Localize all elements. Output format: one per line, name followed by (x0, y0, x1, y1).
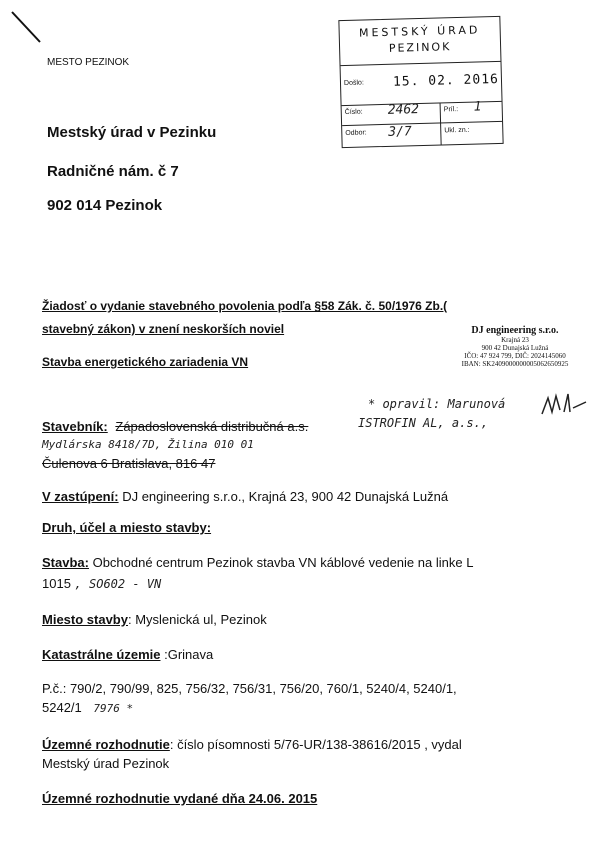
stamp-date-value: 15. 02. 2016 (392, 71, 500, 90)
company-stamp-name: DJ engineering s.r.o. (471, 325, 559, 336)
section-heading (42, 520, 211, 535)
request-title-line-1: Žiadosť o vydanie stavebného povolenia podľa §58 Zák. č. 50/1976 Zb.( (42, 299, 448, 313)
parcely-handwritten: 7976 * (93, 702, 134, 715)
request-subtitle: Stavba energetického zariadenia VN (42, 355, 249, 369)
katastralne-label: Katastrálne územie (42, 647, 161, 662)
parcely-value-line-2: 5242/1 (42, 700, 82, 715)
company-stamp (440, 325, 590, 368)
request-title-line-2: stavebný zákon) v znení neskorších noviel (42, 322, 285, 336)
address-line-3: 902 014 Pezinok (47, 197, 163, 214)
builder-label: Stavebník: (42, 419, 108, 434)
uzemne-value-line-2: Mestský úrad Pezinok (42, 756, 170, 771)
builder-handwritten-address: Mydlárska 8418/7D, Žilina 010 01 (42, 438, 254, 451)
company-stamp-ico: IČO: 47 924 799, DIČ: 2024145060 (464, 352, 566, 360)
uzemne-label: Územné rozhodnutie (42, 737, 170, 752)
city-label: MESTO PEZINOK (47, 57, 130, 68)
builder-line (42, 419, 308, 434)
miesto-value: : Myslenická ul, Pezinok (127, 612, 267, 627)
address-line-2: Radničné nám. č 7 (47, 163, 179, 180)
stavba-handwritten: , SO602 - VN (74, 577, 162, 591)
correction-note: * opravil: Marunová (368, 397, 506, 411)
company-stamp-street: Krajná 23 (501, 336, 529, 344)
company-stamp-city: 900 42 Dunajská Lužná (481, 344, 549, 352)
stamp-cislo-value: 2462 (387, 102, 420, 118)
section-heading-text: Druh, účel a miesto stavby: (42, 520, 212, 535)
stamp-cislo-label: Číslo: (344, 108, 363, 117)
stamp-office-city: PEZINOK (388, 40, 452, 55)
miesto-label: Miesto stavby (42, 612, 128, 627)
parcely-line-1: P.č.: 790/2, 790/99, 825, 756/32, 756/31, 756/20, 760/1, 5240/4, 5240/1, (42, 681, 457, 696)
signature-scribble (540, 392, 590, 420)
stavba-value-line-2: 1015 (42, 576, 71, 591)
stavba-value-line-1: Obchodné centrum Pezinok stavba VN káblové vedenie na linke L (88, 555, 474, 570)
company-stamp-iban: IBAN: SK2409000000005062650925 (461, 360, 569, 368)
katastralne-value: :Grinava (160, 647, 214, 662)
representation-value: DJ engineering s.r.o., Krajná 23, 900 42 Dunajská Lužná (118, 489, 449, 504)
stamp-odbor-value: 3/7 (388, 124, 412, 140)
representation-label: V zastúpení: (42, 489, 119, 504)
uzemne-line-1 (42, 737, 462, 752)
stamp-ukl-label: Ukl. zn.: (444, 126, 470, 135)
stavba-line-1 (42, 555, 473, 570)
stavba-label: Stavba: (42, 555, 89, 570)
parcely-line-2 (42, 700, 133, 715)
uzemne-vydane-line (42, 791, 317, 806)
stamp-pril-value: 1 (473, 99, 482, 115)
builder-struck-name: Západoslovenská distribučná a.s. (115, 419, 309, 434)
stamp-pril-label: Príl.: (443, 106, 459, 114)
stamp-date-label: Došlo: (343, 79, 364, 88)
miesto-line (42, 612, 267, 627)
stavba-line-2 (42, 576, 161, 591)
corner-pen-stroke (0, 0, 60, 60)
registry-stamp (338, 16, 503, 148)
stamp-office-name: MESTSKÝ ÚRAD (358, 23, 481, 40)
uzemne-vydane-text: Územné rozhodnutie vydané dňa 24.06. 2015 (42, 791, 318, 806)
stamp-department-row (342, 121, 503, 148)
builder-handwritten-name: ISTROFIN AL, a.s., (358, 416, 489, 430)
uzemne-value-line-1: : číslo písomnosti 5/76-UR/138-38616/2015 , vydal (169, 737, 462, 752)
katastralne-line (42, 647, 213, 662)
stamp-odbor-label: Odbor: (345, 129, 367, 137)
builder-struck-address: Čulenova 6 Bratislava, 816 47 (42, 456, 216, 471)
representation-line (42, 489, 448, 504)
address-line-1: Mestský úrad v Pezinku (47, 124, 217, 141)
